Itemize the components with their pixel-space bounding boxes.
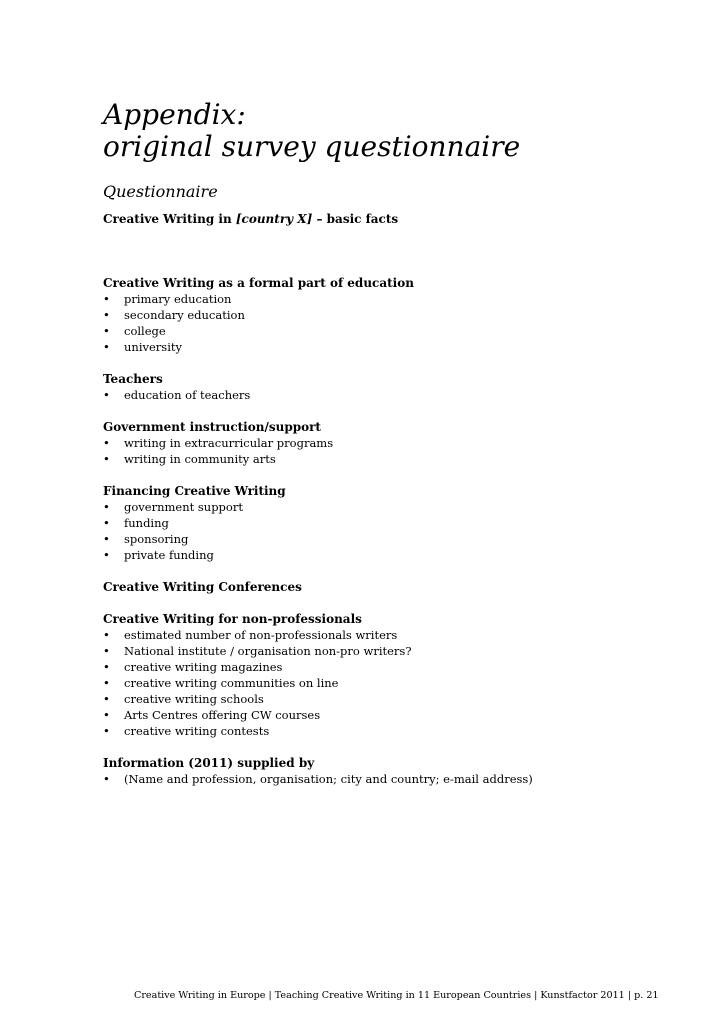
title-line-1: Appendix:	[103, 98, 246, 131]
page-title	[103, 99, 683, 163]
bullet-icon: •	[103, 340, 110, 354]
bullet-icon: •	[103, 532, 110, 546]
list-item	[103, 691, 683, 707]
list-item	[103, 643, 683, 659]
section	[103, 483, 683, 563]
list-item	[103, 707, 683, 723]
bullet-icon: •	[103, 724, 110, 738]
list-item-text: government support	[124, 500, 243, 514]
bullet-icon: •	[103, 308, 110, 322]
document-body	[103, 99, 683, 787]
title-line-2: original survey questionnaire	[103, 130, 521, 163]
list-item-text: (Name and profession, organisation; city and country; e-mail address)	[124, 772, 533, 786]
list-item-text: education of teachers	[124, 388, 251, 402]
list-item	[103, 531, 683, 547]
bullet-icon: •	[103, 452, 110, 466]
intro-suffix: – basic facts	[312, 212, 399, 226]
list-item-text: primary education	[124, 292, 232, 306]
bullet-icon: •	[103, 292, 110, 306]
list-item-text: Arts Centres offering CW courses	[124, 708, 321, 722]
intro-prefix: Creative Writing in	[103, 212, 236, 226]
intro-placeholder: [country X]	[235, 212, 313, 226]
bullet-icon: •	[103, 388, 110, 402]
section	[103, 371, 683, 403]
bullet-list	[103, 435, 683, 467]
section-heading: Information (2011) supplied by	[103, 756, 315, 770]
section-heading: Financing Creative Writing	[103, 484, 286, 498]
section-heading: Teachers	[103, 372, 163, 386]
subtitle: Questionnaire	[103, 182, 218, 201]
list-item-text: college	[124, 324, 166, 338]
section-heading: Creative Writing as a formal part of education	[103, 276, 414, 290]
list-item	[103, 723, 683, 739]
bullet-icon: •	[103, 516, 110, 530]
bullet-icon: •	[103, 772, 110, 786]
bullet-icon: •	[103, 660, 110, 674]
bullet-list	[103, 771, 683, 787]
list-item-text: estimated number of non-professionals writers	[124, 628, 398, 642]
list-item-text: creative writing contests	[124, 724, 270, 738]
bullet-icon: •	[103, 644, 110, 658]
bullet-icon: •	[103, 692, 110, 706]
list-item-text: private funding	[124, 548, 214, 562]
intro-heading	[103, 211, 683, 227]
bullet-list	[103, 499, 683, 563]
list-item	[103, 339, 683, 355]
list-item-text: secondary education	[124, 308, 245, 322]
questionnaire-sections	[103, 275, 683, 787]
bullet-icon: •	[103, 500, 110, 514]
list-item	[103, 659, 683, 675]
list-item	[103, 435, 683, 451]
list-item	[103, 547, 683, 563]
list-item-text: creative writing communities on line	[124, 676, 339, 690]
list-item-text: National institute / organisation non-pro writers?	[124, 644, 412, 658]
section	[103, 579, 683, 595]
page-footer: Creative Writing in Europe | Teaching Creative Writing in 11 European Countries | Kunstfactor 2011 | p. 21	[134, 990, 659, 1001]
section-heading: Government instruction/support	[103, 420, 321, 434]
section	[103, 755, 683, 787]
bullet-list	[103, 627, 683, 739]
list-item-text: funding	[124, 516, 169, 530]
bullet-icon: •	[103, 628, 110, 642]
list-item	[103, 307, 683, 323]
list-item-text: creative writing schools	[124, 692, 264, 706]
list-item-text: creative writing magazines	[124, 660, 283, 674]
section	[103, 419, 683, 467]
list-item-text: writing in extracurricular programs	[124, 436, 334, 450]
list-item	[103, 499, 683, 515]
list-item	[103, 387, 683, 403]
list-item-text: writing in community arts	[124, 452, 276, 466]
list-item	[103, 291, 683, 307]
list-item	[103, 675, 683, 691]
list-item	[103, 771, 683, 787]
bullet-icon: •	[103, 436, 110, 450]
bullet-icon: •	[103, 324, 110, 338]
list-item	[103, 323, 683, 339]
bullet-icon: •	[103, 676, 110, 690]
section-heading: Creative Writing Conferences	[103, 580, 302, 594]
list-item	[103, 515, 683, 531]
list-item-text: university	[124, 340, 182, 354]
bullet-icon: •	[103, 548, 110, 562]
bullet-icon: •	[103, 708, 110, 722]
section	[103, 611, 683, 739]
section	[103, 275, 683, 355]
list-item-text: sponsoring	[124, 532, 189, 546]
section-heading: Creative Writing for non-professionals	[103, 612, 362, 626]
bullet-list	[103, 291, 683, 355]
bullet-list	[103, 387, 683, 403]
list-item	[103, 451, 683, 467]
list-item	[103, 627, 683, 643]
